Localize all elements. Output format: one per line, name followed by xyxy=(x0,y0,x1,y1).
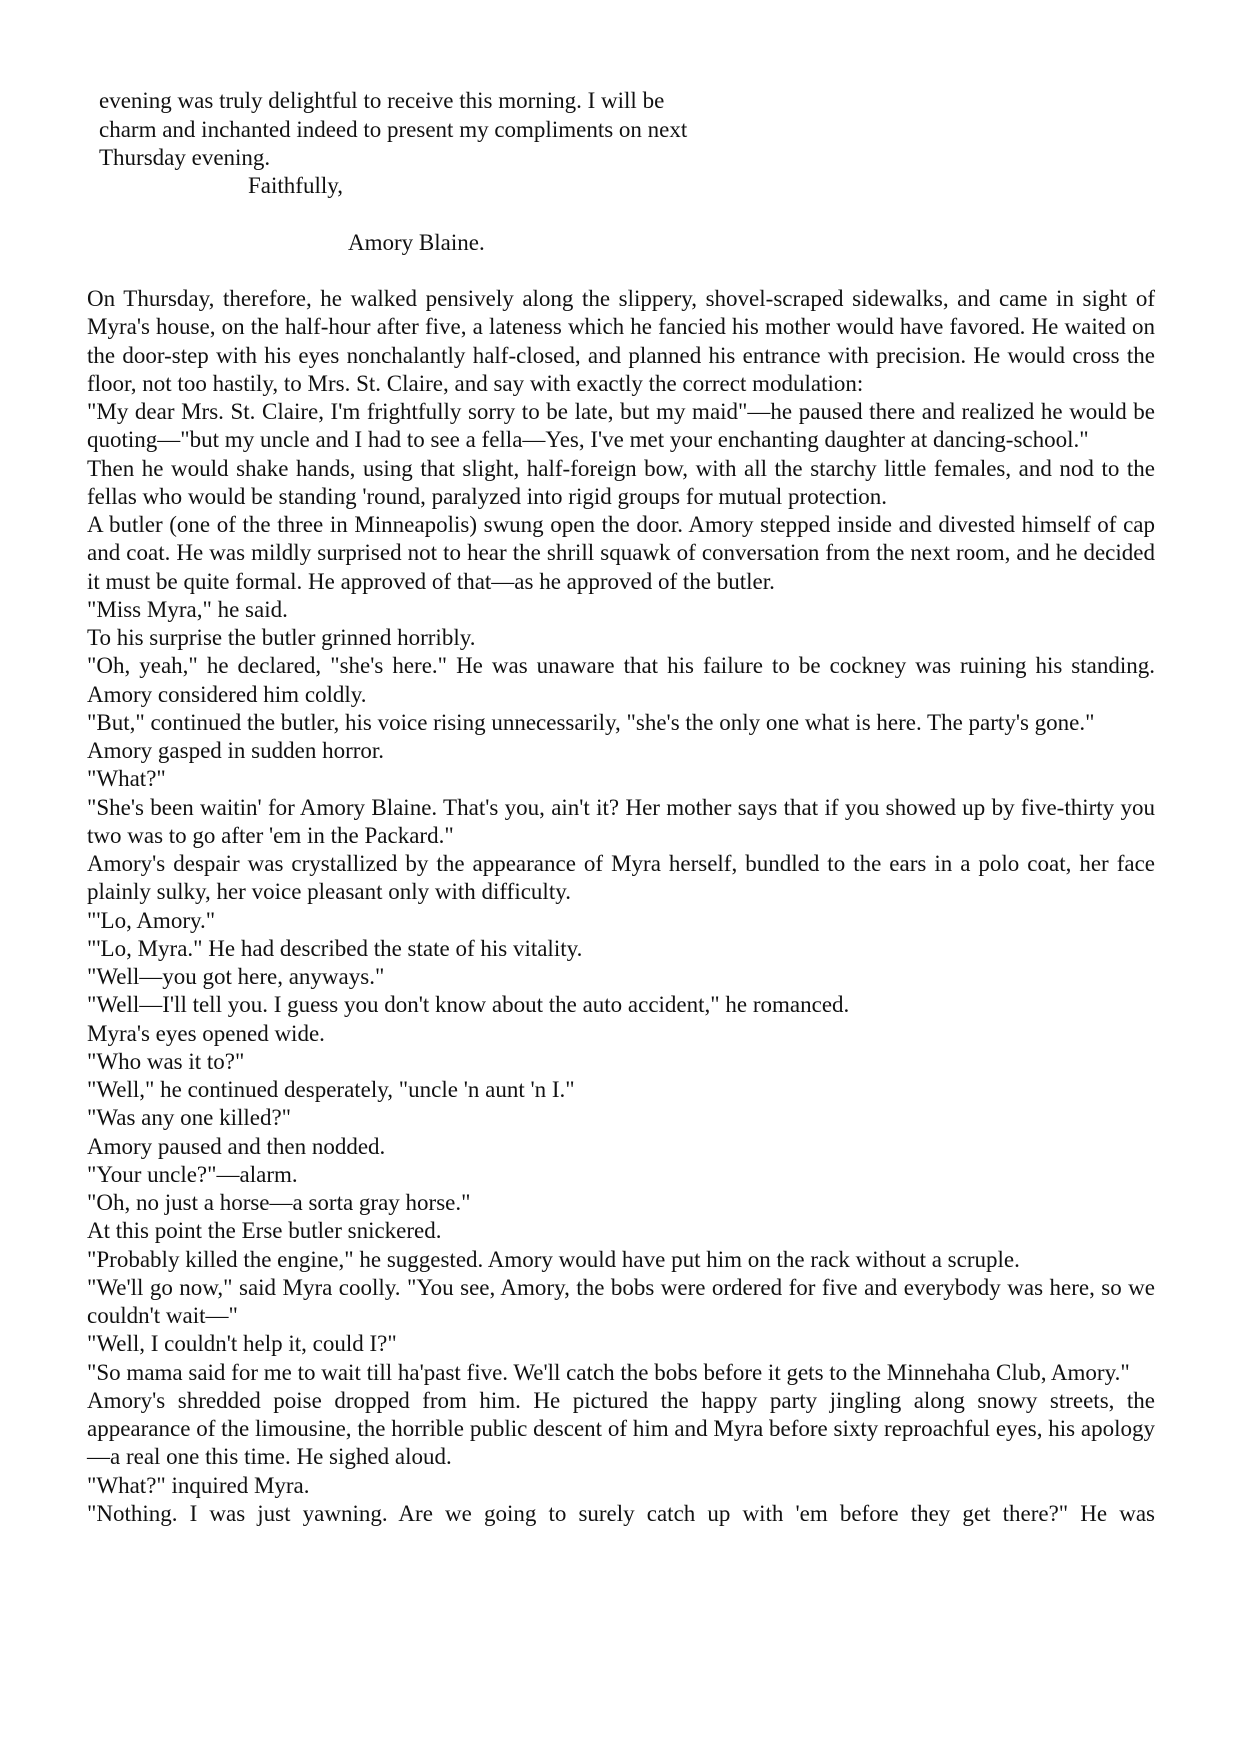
paragraph: "Miss Myra," he said. xyxy=(87,596,288,622)
letter-line: Thursday evening. xyxy=(99,145,271,170)
letter-line: charm and inchanted indeed to present my compliments on next xyxy=(99,116,688,142)
paragraph: "So mama said for me to wait till ha'past five. We'll catch the bobs before it gets to the Minnehaha Club, Amory." xyxy=(87,1359,1130,1385)
paragraph: "My dear Mrs. St. Claire, I'm frightfully sorry to be late, but my maid"—he paused there and realized he would be quoting—"but my uncle and I had to see a fella—Yes, I've met your enchanting daughter at dancing-school." xyxy=(87,399,1155,453)
paragraph: "Probably killed the engine," he suggested. Amory would have put him on the rack without a scruple. xyxy=(87,1246,1020,1272)
paragraph: "Was any one killed?" xyxy=(87,1105,292,1131)
paragraph: "What?" inquired Myra. xyxy=(87,1472,310,1498)
paragraph: Amory's despair was crystallized by the appearance of Myra herself, bundled to the ears in a polo coat, her face plainly sulky, her voice pleasant only with difficulty. xyxy=(87,851,1155,905)
paragraph: "'Lo, Myra." He had described the state of his vitality. xyxy=(87,935,583,961)
paragraph: "What?" xyxy=(87,766,166,792)
letter-excerpt xyxy=(99,87,799,173)
paragraph: "She's been waitin' for Amory Blaine. That's you, ain't it? Her mother says that if you showed up by five-thirty you two was to go after 'em in the Packard." xyxy=(87,794,1155,848)
paragraph: "Well," he continued desperately, "uncle 'n aunt 'n I." xyxy=(87,1077,575,1102)
paragraph: "But," continued the butler, his voice rising unnecessarily, "she's the only one what is here. The party's gone." xyxy=(87,709,1095,735)
paragraph: "Your uncle?"—alarm. xyxy=(87,1161,298,1187)
paragraph: Myra's eyes opened wide. xyxy=(87,1020,325,1046)
letter-signature: Amory Blaine. xyxy=(348,230,485,255)
body-text xyxy=(87,285,1155,1528)
paragraph: Amory gasped in sudden horror. xyxy=(87,738,385,763)
paragraph: "'Lo, Amory." xyxy=(87,907,216,933)
paragraph: At this point the Erse butler snickered. xyxy=(87,1218,442,1244)
paragraph: "Nothing. I was just yawning. Are we going to surely catch up with 'em before they get there?" He was xyxy=(87,1500,1155,1526)
paragraph: Amory's shredded poise dropped from him. He pictured the happy party jingling along snowy streets, the appearance of the limousine, the horrible public descent of him and Myra before sixty reproachful eyes, his apology—a real one this time. He sighed aloud. xyxy=(87,1387,1155,1470)
paragraph: "Well—I'll tell you. I guess you don't know about the auto accident," he romanced. xyxy=(87,992,850,1018)
paragraph: A butler (one of the three in Minneapolis) swung open the door. Amory stepped inside and divested himself of cap and coat. He was mildly surprised not to hear the shrill squawk of conversation from the next room, and he decided it must be quite formal. He approved of that—as he approved of the butler. xyxy=(87,512,1155,594)
paragraph: "Who was it to?" xyxy=(87,1048,245,1074)
paragraph: On Thursday, therefore, he walked pensively along the slippery, shovel-scraped sidewalks, and came in sight of Myra's house, on the half-hour after five, a lateness which he fancied his mother would have favored. He waited on the door-step with his eyes nonchalantly half-closed, and planned his entrance with precision. He would cross the floor, not too hastily, to Mrs. St. Claire, and say with exactly the correct modulation: xyxy=(87,286,1155,396)
paragraph: "Oh, no just a horse—a sorta gray horse." xyxy=(87,1190,471,1215)
paragraph: To his surprise the butler grinned horribly. xyxy=(87,625,476,650)
paragraph: "Oh, yeah," he declared, "she's here." He was unaware that his failure to be cockney was ruining his standing. Amory considered him coldly. xyxy=(87,653,1155,707)
paragraph: Then he would shake hands, using that slight, half-foreign bow, with all the starchy little females, and nod to the fellas who would be standing 'round, paralyzed into rigid groups for mutual protection. xyxy=(87,455,1155,509)
paragraph: "We'll go now," said Myra coolly. "You see, Amory, the bobs were ordered for five and everybody was here, so we couldn't wait—" xyxy=(87,1274,1155,1328)
paragraph: Amory paused and then nodded. xyxy=(87,1133,386,1159)
letter-line: evening was truly delightful to receive this morning. I will be xyxy=(99,88,665,113)
paragraph: "Well—you got here, anyways." xyxy=(87,964,385,989)
letter-closing: Faithfully, xyxy=(248,173,343,198)
paragraph: "Well, I couldn't help it, could I?" xyxy=(87,1331,397,1357)
